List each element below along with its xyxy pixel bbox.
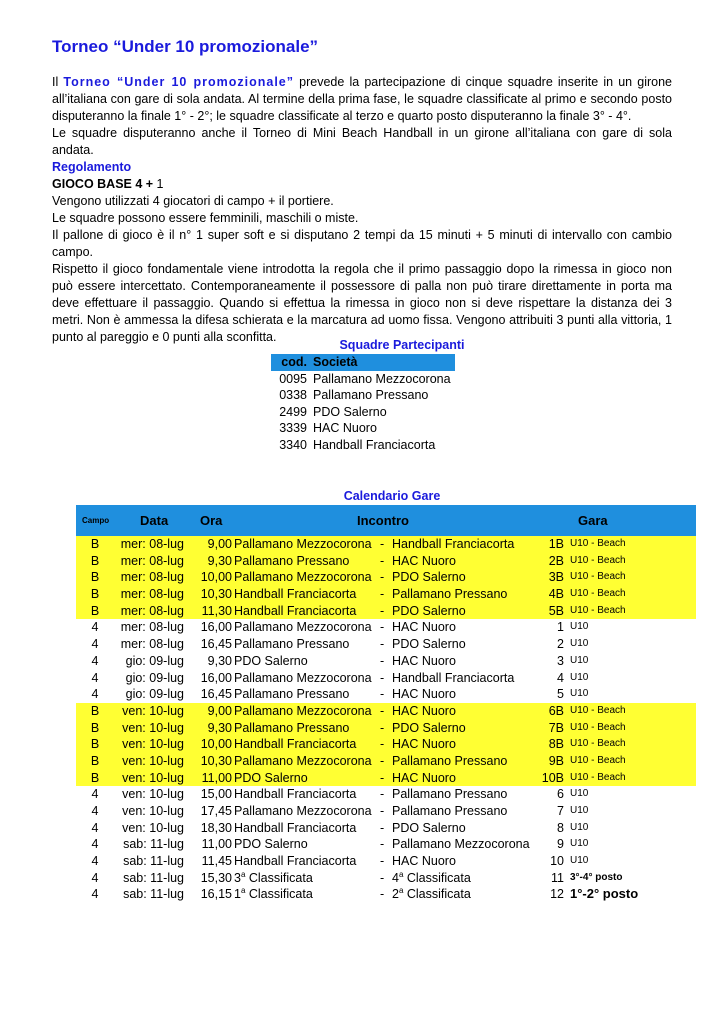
header-data: Data [140,513,169,528]
team-code: 0095 [279,371,307,386]
team-away: Pallamano Pressano [392,804,508,818]
team-away: HAC Nuoro [392,703,456,718]
match-date: ven: 10-lug [122,720,184,735]
squadre-header-row [271,354,455,371]
match-time: 16,15 [200,887,232,902]
table-row [76,586,696,603]
team-code: 3340 [279,437,307,452]
table-row [76,720,696,737]
match-time: 17,45 [200,804,232,818]
table-row [76,753,696,770]
table-row [271,437,455,454]
match-time: 15,00 [200,787,232,802]
rule-teams: Le squadre possono essere femminili, maschili o miste. [52,211,359,225]
match-category: 1°-2° posto [570,886,639,902]
match-number: 1B [548,537,564,551]
match-time: 11,30 [201,603,232,618]
match-category: U10 - Beach [570,538,626,549]
match-time: 16,00 [200,670,232,685]
match-date: mer: 08-lug [120,620,184,635]
match-separator: - [380,854,385,869]
match-campo: B [90,753,100,768]
table-row [76,636,696,653]
match-separator: - [380,603,385,618]
team-code: 3339 [279,421,307,436]
team-home: Pallamano Mezzocorona [234,753,372,768]
calendario-body [76,536,696,903]
team-home: Pallamano Mezzocorona [234,703,372,718]
match-separator: - [380,770,385,785]
calendario-title: Calendario Gare [343,489,441,503]
team-home: Pallamano Mezzocorona [234,670,372,685]
team-away: Pallamano Pressano [392,787,508,802]
team-name: HAC Nuoro [313,421,377,436]
match-number: 7B [548,720,564,735]
match-date: sab: 11-lug [123,870,184,885]
match-separator: - [380,670,385,685]
team-away: Pallamano Mezzocorona [392,837,530,852]
team-name: Pallamano Pressano [313,388,429,403]
match-campo: B [90,570,100,585]
match-separator: - [380,537,385,551]
match-number: 10B [541,770,564,785]
rule-ball: Il pallone di gioco è il n° 1 super soft e si disputano 2 tempi da 15 minuti + 5 minuti di intervallo con cambio campo. [52,228,672,259]
match-date: ven: 10-lug [122,753,184,768]
table-row [76,653,696,670]
team-name: Handball Franciacorta [313,437,436,452]
match-category: U10 - Beach [570,571,626,583]
match-time: 9,30 [207,553,232,568]
match-number: 5 [557,687,564,702]
match-category: U10 [570,688,589,700]
match-category: U10 - Beach [570,604,626,616]
team-away: HAC Nuoro [392,553,456,568]
match-number: 10 [550,854,564,869]
rule-players: Vengono utilizzati 4 giocatori di campo + il portiere. [52,194,334,208]
team-away: PDO Salerno [392,637,466,652]
match-time: 9,00 [207,537,232,551]
match-campo: 4 [91,837,99,852]
match-date: ven: 10-lug [122,737,184,752]
team-name: Pallamano Mezzocorona [313,371,451,386]
match-campo: 4 [91,670,99,685]
match-campo: 4 [91,687,99,702]
match-date: mer: 08-lug [120,537,184,551]
match-category: U10 - Beach [570,738,626,750]
match-date: mer: 08-lug [120,570,184,585]
team-away: PDO Salerno [392,720,466,735]
match-category: U10 [570,654,589,666]
match-number: 3 [557,653,564,668]
match-category: U10 - Beach [570,588,626,600]
header-campo: Campo [82,516,110,525]
calendario-table [76,505,696,903]
match-time: 10,00 [200,570,232,585]
table-row [271,420,455,437]
match-time: 11,00 [201,837,232,852]
team-away: PDO Salerno [392,603,466,618]
match-category: U10 - Beach [570,754,626,766]
table-row [76,820,696,837]
match-separator: - [380,870,385,885]
match-time: 18,30 [200,820,232,835]
table-row [76,603,696,620]
match-date: mer: 08-lug [120,587,184,602]
match-separator: - [380,620,385,635]
team-away: Handball Franciacorta [392,670,515,685]
table-row [76,553,696,570]
header-societa: Società [311,354,455,371]
match-campo: 4 [91,620,99,635]
intro-paragraph-1: Il Torneo “Under 10 promozionale” prevede la partecipazione di cinque squadre inserite in un girone all’italiana con gare di sola andata. Al termine della prima fase, le squadre classificate al primo e secondo posto disputeranno la finale 1° - 2°; le squadre classificate al terzo e quarto posto disputeranno la finale 3° - 4°. [52,75,672,123]
team-home: Pallamano Pressano [234,687,350,702]
team-home: Pallamano Mezzocorona [234,804,372,818]
match-separator: - [380,753,385,768]
team-home: Pallamano Pressano [234,553,350,568]
match-date: ven: 10-lug [122,703,184,718]
squadre-title: Squadre Partecipanti [339,338,465,352]
match-number: 8B [548,737,564,752]
match-date: mer: 08-lug [120,603,184,618]
team-home: Pallamano Mezzocorona [234,620,372,635]
match-campo: B [90,737,100,752]
team-away: Pallamano Pressano [392,587,508,602]
table-row [76,836,696,853]
match-time: 9,30 [207,653,232,668]
match-number: 8 [557,820,564,835]
match-category: U10 [570,638,589,650]
match-campo: 4 [91,637,99,652]
table-row [76,703,696,720]
table-row [76,686,696,703]
match-time: 10,30 [200,587,232,602]
squadre-table [271,354,455,454]
match-campo: B [90,603,100,618]
match-separator: - [380,737,385,752]
team-home: PDO Salerno [234,653,308,668]
team-home: 3$^a$ Classificata [234,869,313,885]
table-row [76,569,696,586]
match-separator: - [380,703,385,718]
team-home: Handball Franciacorta [234,787,357,802]
page-title: Torneo “Under 10 promozionale” [52,37,319,56]
team-home: PDO Salerno [234,770,308,785]
match-category: U10 [570,821,589,833]
table-row [76,853,696,870]
match-time: 10,00 [200,737,232,752]
regolamento-heading: Regolamento [52,160,132,174]
match-number: 12 [550,887,564,902]
gioco-base-line: GIOCO BASE 4 + 1 [52,177,164,191]
intro-text [52,74,672,346]
table-row [76,786,696,803]
match-category: U10 - Beach [570,554,626,566]
match-category: U10 - Beach [570,771,626,783]
table-row [76,619,696,636]
match-time: 16,00 [200,620,232,635]
match-date: sab: 11-lug [123,854,184,869]
match-campo: 4 [91,804,99,818]
match-number: 9 [557,837,564,852]
match-separator: - [380,587,385,602]
match-campo: B [90,553,100,568]
tournament-name: Torneo “Under 10 promozionale” [63,75,295,89]
match-category: U10 [570,838,589,850]
match-category: U10 [570,788,589,800]
match-separator: - [380,887,385,902]
match-date: ven: 10-lug [122,770,184,785]
match-separator: - [380,687,385,702]
team-home: 1$^a$ Classificata [234,886,313,902]
match-campo: B [90,770,100,785]
match-number: 2 [557,637,564,652]
match-number: 1 [557,620,564,635]
match-campo: 4 [91,653,99,668]
match-separator: - [380,787,385,802]
match-number: 6B [548,703,564,718]
header-gara: Gara [578,513,608,528]
team-home: Pallamano Pressano [234,720,350,735]
match-date: ven: 10-lug [122,804,184,818]
match-campo: B [90,537,100,551]
team-name: PDO Salerno [313,404,387,419]
match-time: 10,30 [200,753,232,768]
match-date: ven: 10-lug [122,820,184,835]
table-row [271,371,455,388]
table-row [271,404,455,421]
team-home: Handball Franciacorta [234,737,357,752]
match-time: 15,30 [200,870,232,885]
match-date: gio: 09-lug [125,653,184,668]
team-home: Handball Franciacorta [234,587,357,602]
match-campo: B [90,587,100,602]
team-away: HAC Nuoro [392,687,456,702]
team-home: Handball Franciacorta [234,820,357,835]
match-time: 9,00 [207,703,232,718]
team-away: HAC Nuoro [392,653,456,668]
match-time: 9,30 [207,720,232,735]
table-row [271,387,455,404]
team-away: HAC Nuoro [392,770,456,785]
header-ora: Ora [200,513,223,528]
table-row [76,736,696,753]
team-away: 2$^a$ Classificata [392,886,471,902]
match-time: 16,45 [200,637,232,652]
match-date: sab: 11-lug [123,837,184,852]
header-incontro: Incontro [357,513,409,528]
calendario-header [76,505,696,536]
table-row [76,803,696,820]
table-row [76,536,696,553]
match-category: U10 [570,855,589,867]
table-row [76,870,696,887]
team-away: Pallamano Pressano [392,753,508,768]
match-separator: - [380,820,385,835]
match-category: 3°-4° posto [570,871,623,883]
match-number: 2B [548,553,564,568]
team-home: Handball Franciacorta [234,603,357,618]
match-date: mer: 08-lug [120,637,184,652]
team-home: Pallamano Mezzocorona [234,570,372,585]
match-time: 11,45 [201,854,232,869]
match-number: 4 [557,670,564,685]
match-number: 4B [548,587,564,602]
match-date: gio: 09-lug [125,670,184,685]
team-home: Handball Franciacorta [234,854,357,869]
team-home: PDO Salerno [234,837,308,852]
team-away: HAC Nuoro [392,854,456,869]
table-row [76,670,696,687]
intro-paragraph-2: Le squadre disputeranno anche il Torneo di Mini Beach Handball in un girone all’italiana con gare di sola andata. [52,126,672,157]
match-date: sab: 11-lug [123,887,184,902]
match-category: U10 - Beach [570,704,626,716]
team-away: Handball Franciacorta [392,537,515,551]
team-away: 4$^a$ Classificata [392,869,471,885]
match-campo: B [90,703,100,718]
match-time: 11,00 [201,770,232,785]
team-code: 2499 [279,404,307,419]
match-campo: 4 [91,854,99,869]
team-away: PDO Salerno [392,820,466,835]
match-separator: - [380,553,385,568]
rule-passing: Rispetto il gioco fondamentale viene introdotta la regola che il primo passaggio dopo la rimessa in gioco non può essere intercettato. Contemporaneamente il possessore di palla non può tirare direttamente in porta ma deve effettuare il passaggio. Quando si effettua la rimessa in gioco non si deve rispettare la distanza dei 3 metri. Non è ammessa la difesa schierata e la marcatura ad uomo fissa. Vengono attribuiti 3 punti alla vittoria, 1 punto al pareggio e 0 punti alla sconfitta. [52,262,672,344]
match-separator: - [380,837,385,852]
team-code: 0338 [279,388,307,403]
match-campo: 4 [91,820,99,835]
team-home: Pallamano Mezzocorona [234,537,372,551]
match-number: 5B [548,603,564,618]
match-campo: 4 [91,887,99,902]
match-number: 7 [557,804,564,818]
match-separator: - [380,653,385,668]
match-separator: - [380,720,385,735]
table-row [76,886,696,903]
team-home: Pallamano Pressano [234,637,350,652]
header-cod: cod. [271,354,311,371]
match-date: ven: 10-lug [122,787,184,802]
match-number: 9B [548,753,564,768]
match-date: mer: 08-lug [120,553,184,568]
match-number: 3B [548,570,564,585]
match-category: U10 [570,621,589,633]
match-separator: - [380,570,385,585]
match-date: gio: 09-lug [125,687,184,702]
match-campo: B [90,720,100,735]
match-category: U10 [570,671,589,683]
team-away: HAC Nuoro [392,737,456,752]
match-separator: - [380,804,385,818]
match-campo: 4 [91,787,99,802]
match-separator: - [380,637,385,652]
match-category: U10 [570,805,589,816]
table-row [76,770,696,787]
match-number: 6 [557,787,564,802]
match-category: U10 - Beach [570,721,626,733]
match-number: 11 [551,870,564,885]
team-away: HAC Nuoro [392,620,456,635]
match-time: 16,45 [200,687,232,702]
match-campo: 4 [91,870,99,885]
team-away: PDO Salerno [392,570,466,585]
